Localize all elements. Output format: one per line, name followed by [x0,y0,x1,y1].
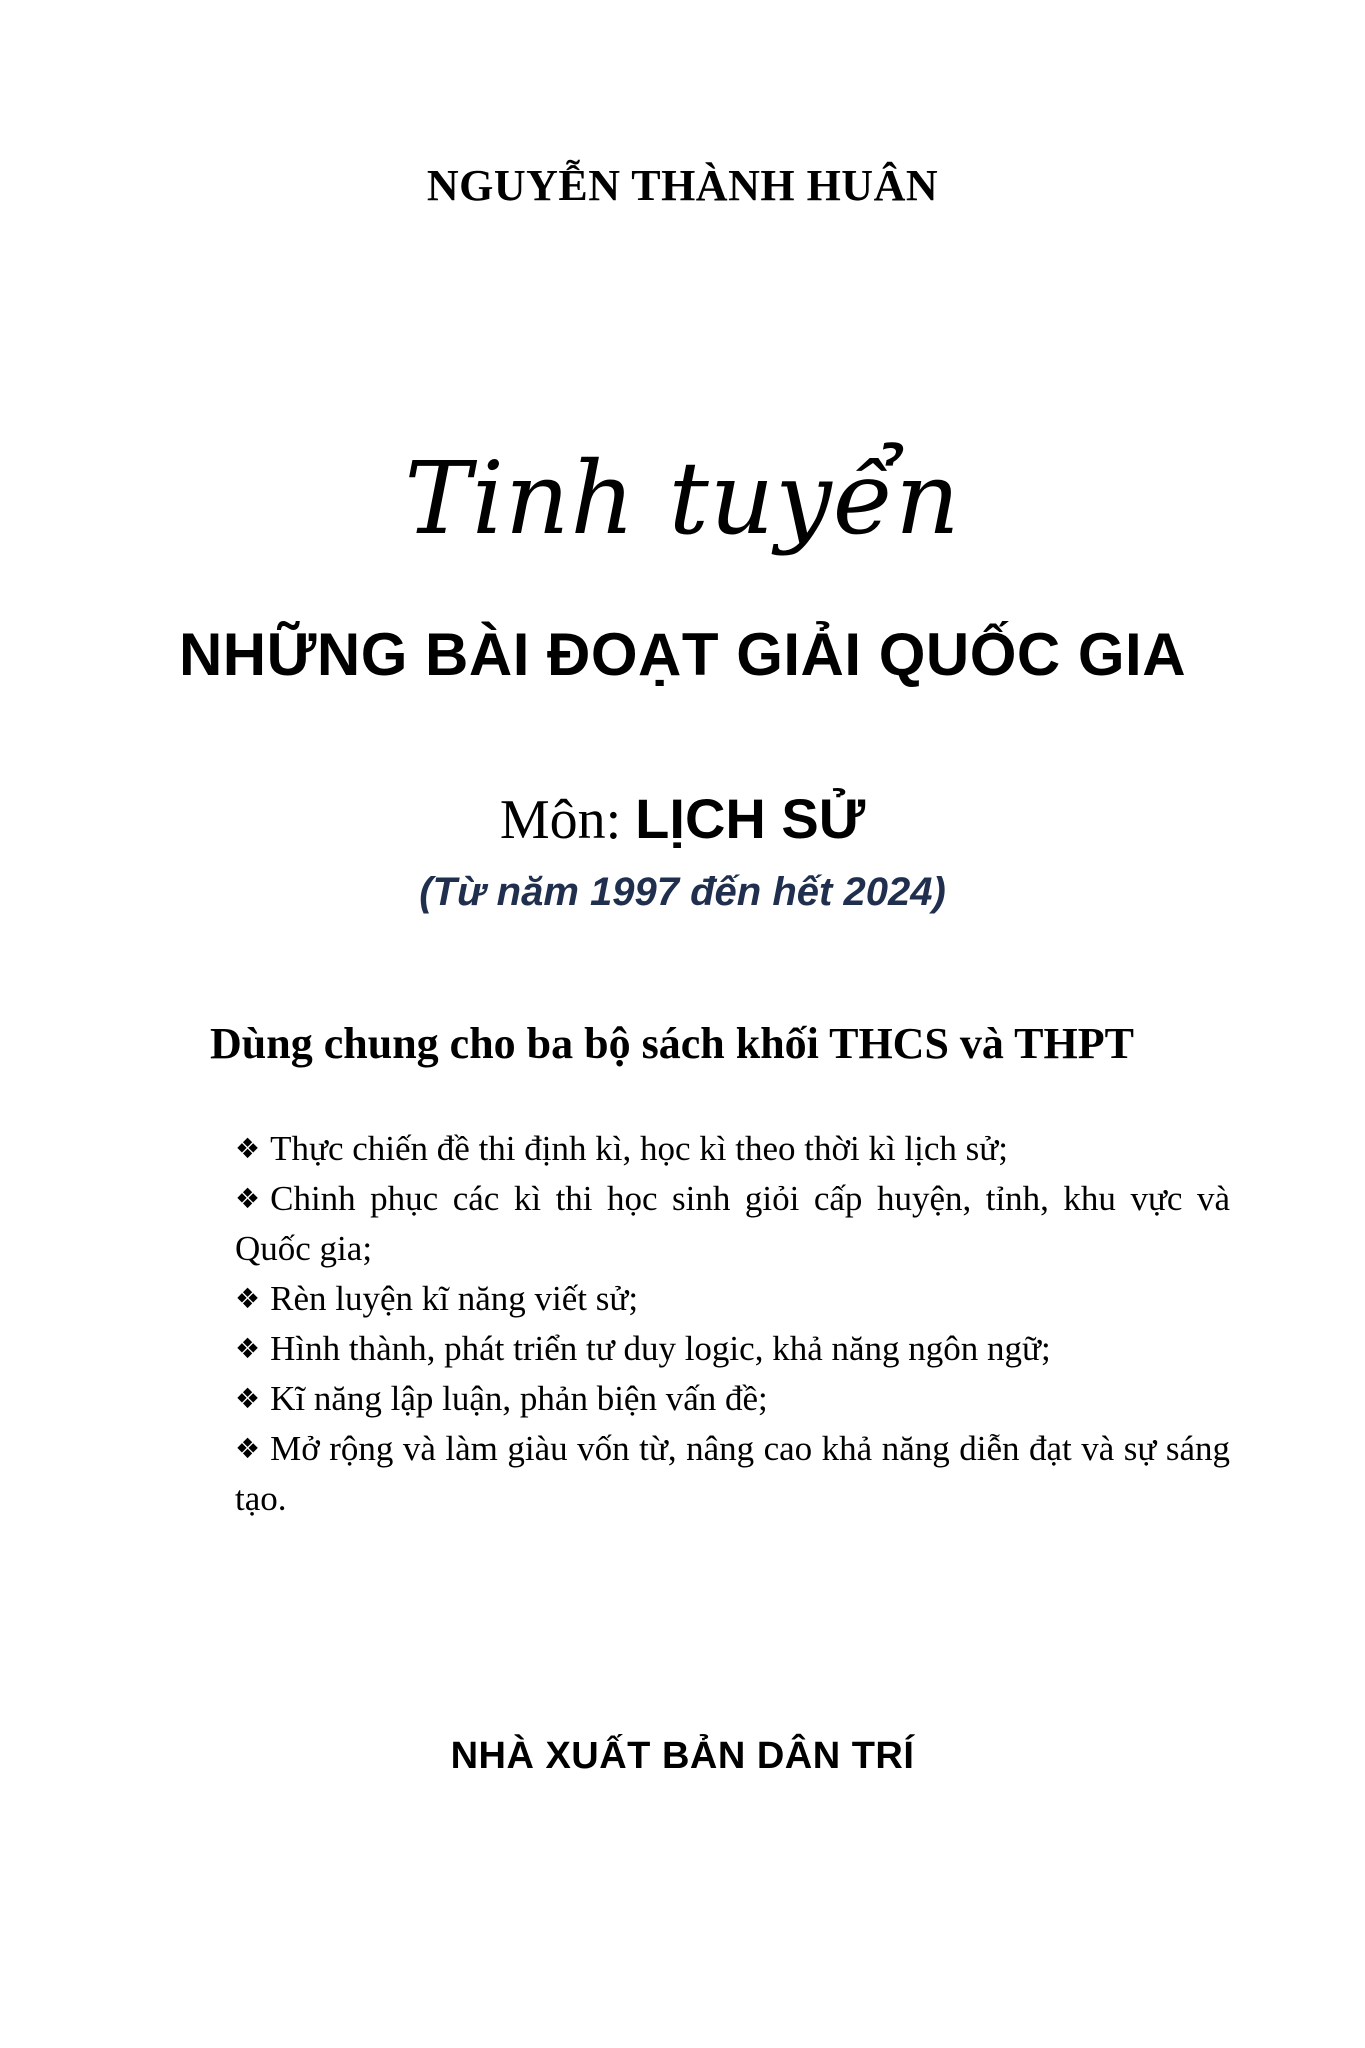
feature-list [235,1124,1230,1524]
list-item-text: Rèn luyện kĩ năng viết sử; [270,1279,639,1318]
usage-note: Dùng chung cho ba bộ sách khối THCS và THPT [210,1019,1134,1068]
publisher-name: NHÀ XUẤT BẢN DÂN TRÍ [450,1735,915,1777]
list-item [235,1424,1230,1524]
diamond-bullet-icon: ❖ [235,1382,261,1415]
list-item-text: Chinh phục các kì thi học sinh giỏi cấp huyện, tỉnh, khu vực và Quốc gia; [235,1179,1230,1268]
diamond-bullet-icon: ❖ [235,1132,261,1165]
subject-line [0,786,1365,852]
diamond-bullet-icon: ❖ [235,1182,261,1215]
list-item [235,1124,1230,1174]
list-item [235,1174,1230,1274]
list-item-text: Hình thành, phát triển tư duy logic, khả năng ngôn ngữ; [270,1329,1051,1368]
diamond-bullet-icon: ❖ [235,1432,261,1465]
list-item-text: Thực chiến đề thi định kì, học kì theo thời kì lịch sử; [270,1129,1008,1168]
list-item-text: Kĩ năng lập luận, phản biện vấn đề; [270,1379,768,1418]
diamond-bullet-icon: ❖ [235,1332,261,1365]
diamond-bullet-icon: ❖ [235,1282,261,1315]
script-title: Tinh tuyển [404,440,961,557]
subject-prefix: Môn: [499,789,636,851]
list-item [235,1274,1230,1324]
subject-name: LỊCH SỬ [635,787,866,850]
main-title: NHỮNG BÀI ĐOẠT GIẢI QUỐC GIA [178,621,1187,688]
list-item-text: Mở rộng và làm giàu vốn từ, nâng cao khả năng diễn đạt và sự sáng tạo. [235,1429,1230,1518]
year-range: (Từ năm 1997 đến hết 2024) [419,870,946,914]
author-name: NGUYỄN THÀNH HUÂN [426,161,939,210]
list-item [235,1324,1230,1374]
list-item [235,1374,1230,1424]
